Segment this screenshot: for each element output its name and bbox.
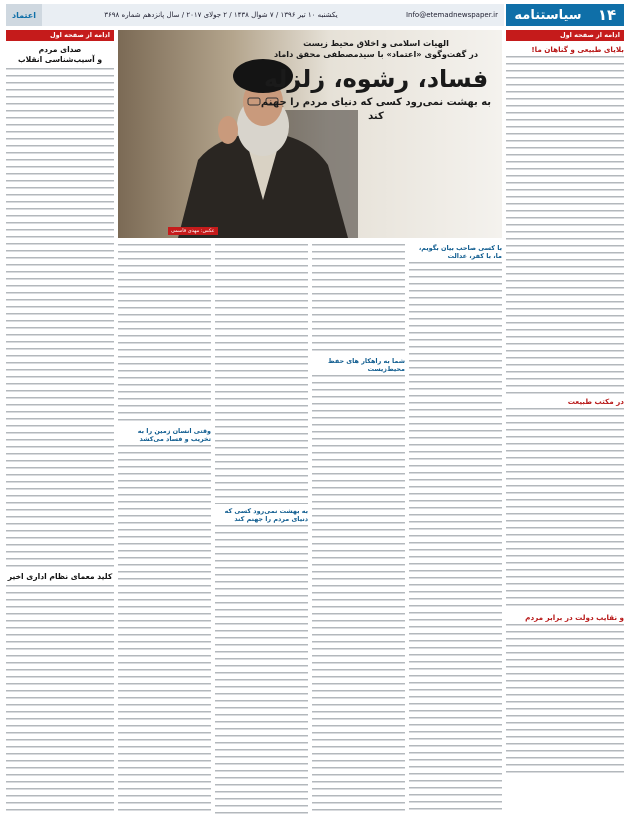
article-body (312, 375, 405, 814)
page-header (6, 4, 624, 26)
pull-quote: با کسی صاحب بیان بگویم، ما، با کفر، عدالت (418, 244, 502, 260)
article-col-3 (215, 244, 308, 814)
newspaper-logo: اعتماد (6, 4, 42, 26)
article-body (312, 244, 405, 354)
section-title-government: و نقایب دولت در برابر مردم (525, 613, 624, 622)
article-body (118, 445, 211, 814)
article-columns (118, 244, 502, 814)
hero-headline: فساد، رشوه، زلزله (263, 65, 489, 93)
section-title-nature: در مکتب طبیعت (567, 397, 624, 406)
hero-subline: به بهشت نمی‌رود کسی که دنیای مردم را جهنم کند (260, 97, 492, 122)
article-col-1 (409, 244, 502, 814)
box-title: کلید معمای نظام اداری اخیر (7, 572, 113, 581)
email-address[interactable]: Info@etemadnewspaper.ir (400, 4, 504, 26)
article-body (506, 56, 624, 394)
pull-quote: شما به راهکار های حفظ محیط‌زیست (328, 357, 405, 373)
photo-credit: عکس: مهدی قاسمی (168, 227, 218, 235)
hero-headline-block (256, 38, 496, 124)
continued-tag: ادامه از صفحه اول (506, 30, 624, 41)
dateline: یکشنبه ۱۰ تیر ۱۳۹۶ / ۷ شوال ۱۴۳۸ / ۲ جولای ۲۰۱۷ / سال پانزدهم شماره ۳۶۹۸ (42, 4, 400, 26)
article-body (118, 244, 211, 424)
hero-image (118, 30, 502, 238)
article-body (506, 624, 624, 774)
article-body (6, 585, 114, 814)
section-name: سیاستنامه (506, 4, 590, 26)
pull-quote: وقتی انسان زمین را به تخریب و فساد می‌کشد (137, 427, 211, 443)
left-column (6, 30, 114, 814)
pull-quote: به بهشت نمی‌رود کسی که دنیای مردم را جهنم کند (224, 507, 308, 523)
article-body (215, 244, 308, 504)
article-col-4 (118, 244, 211, 814)
article-body (215, 525, 308, 814)
right-column (506, 30, 624, 814)
box-title: صدای مردم (38, 45, 82, 54)
article-body (409, 262, 502, 814)
article-body (6, 68, 114, 568)
hero-interview-line: در گفت‌وگوی «اعتماد» با سیدمصطفی محقق داماد (273, 49, 479, 59)
hero-superline: الهیات اسلامی و اخلاق محیط زیست (303, 38, 449, 48)
box-subtitle: و آسیب‌شناسی انقلاب (17, 55, 103, 64)
article-body (506, 408, 624, 610)
continued-tag: ادامه از صفحه اول (6, 30, 114, 41)
page-number: ۱۴ (590, 4, 624, 26)
article-col-2 (312, 244, 405, 814)
article-title: بلایای طبیعی و گناهان ما! (531, 45, 624, 54)
main-article (118, 30, 502, 814)
